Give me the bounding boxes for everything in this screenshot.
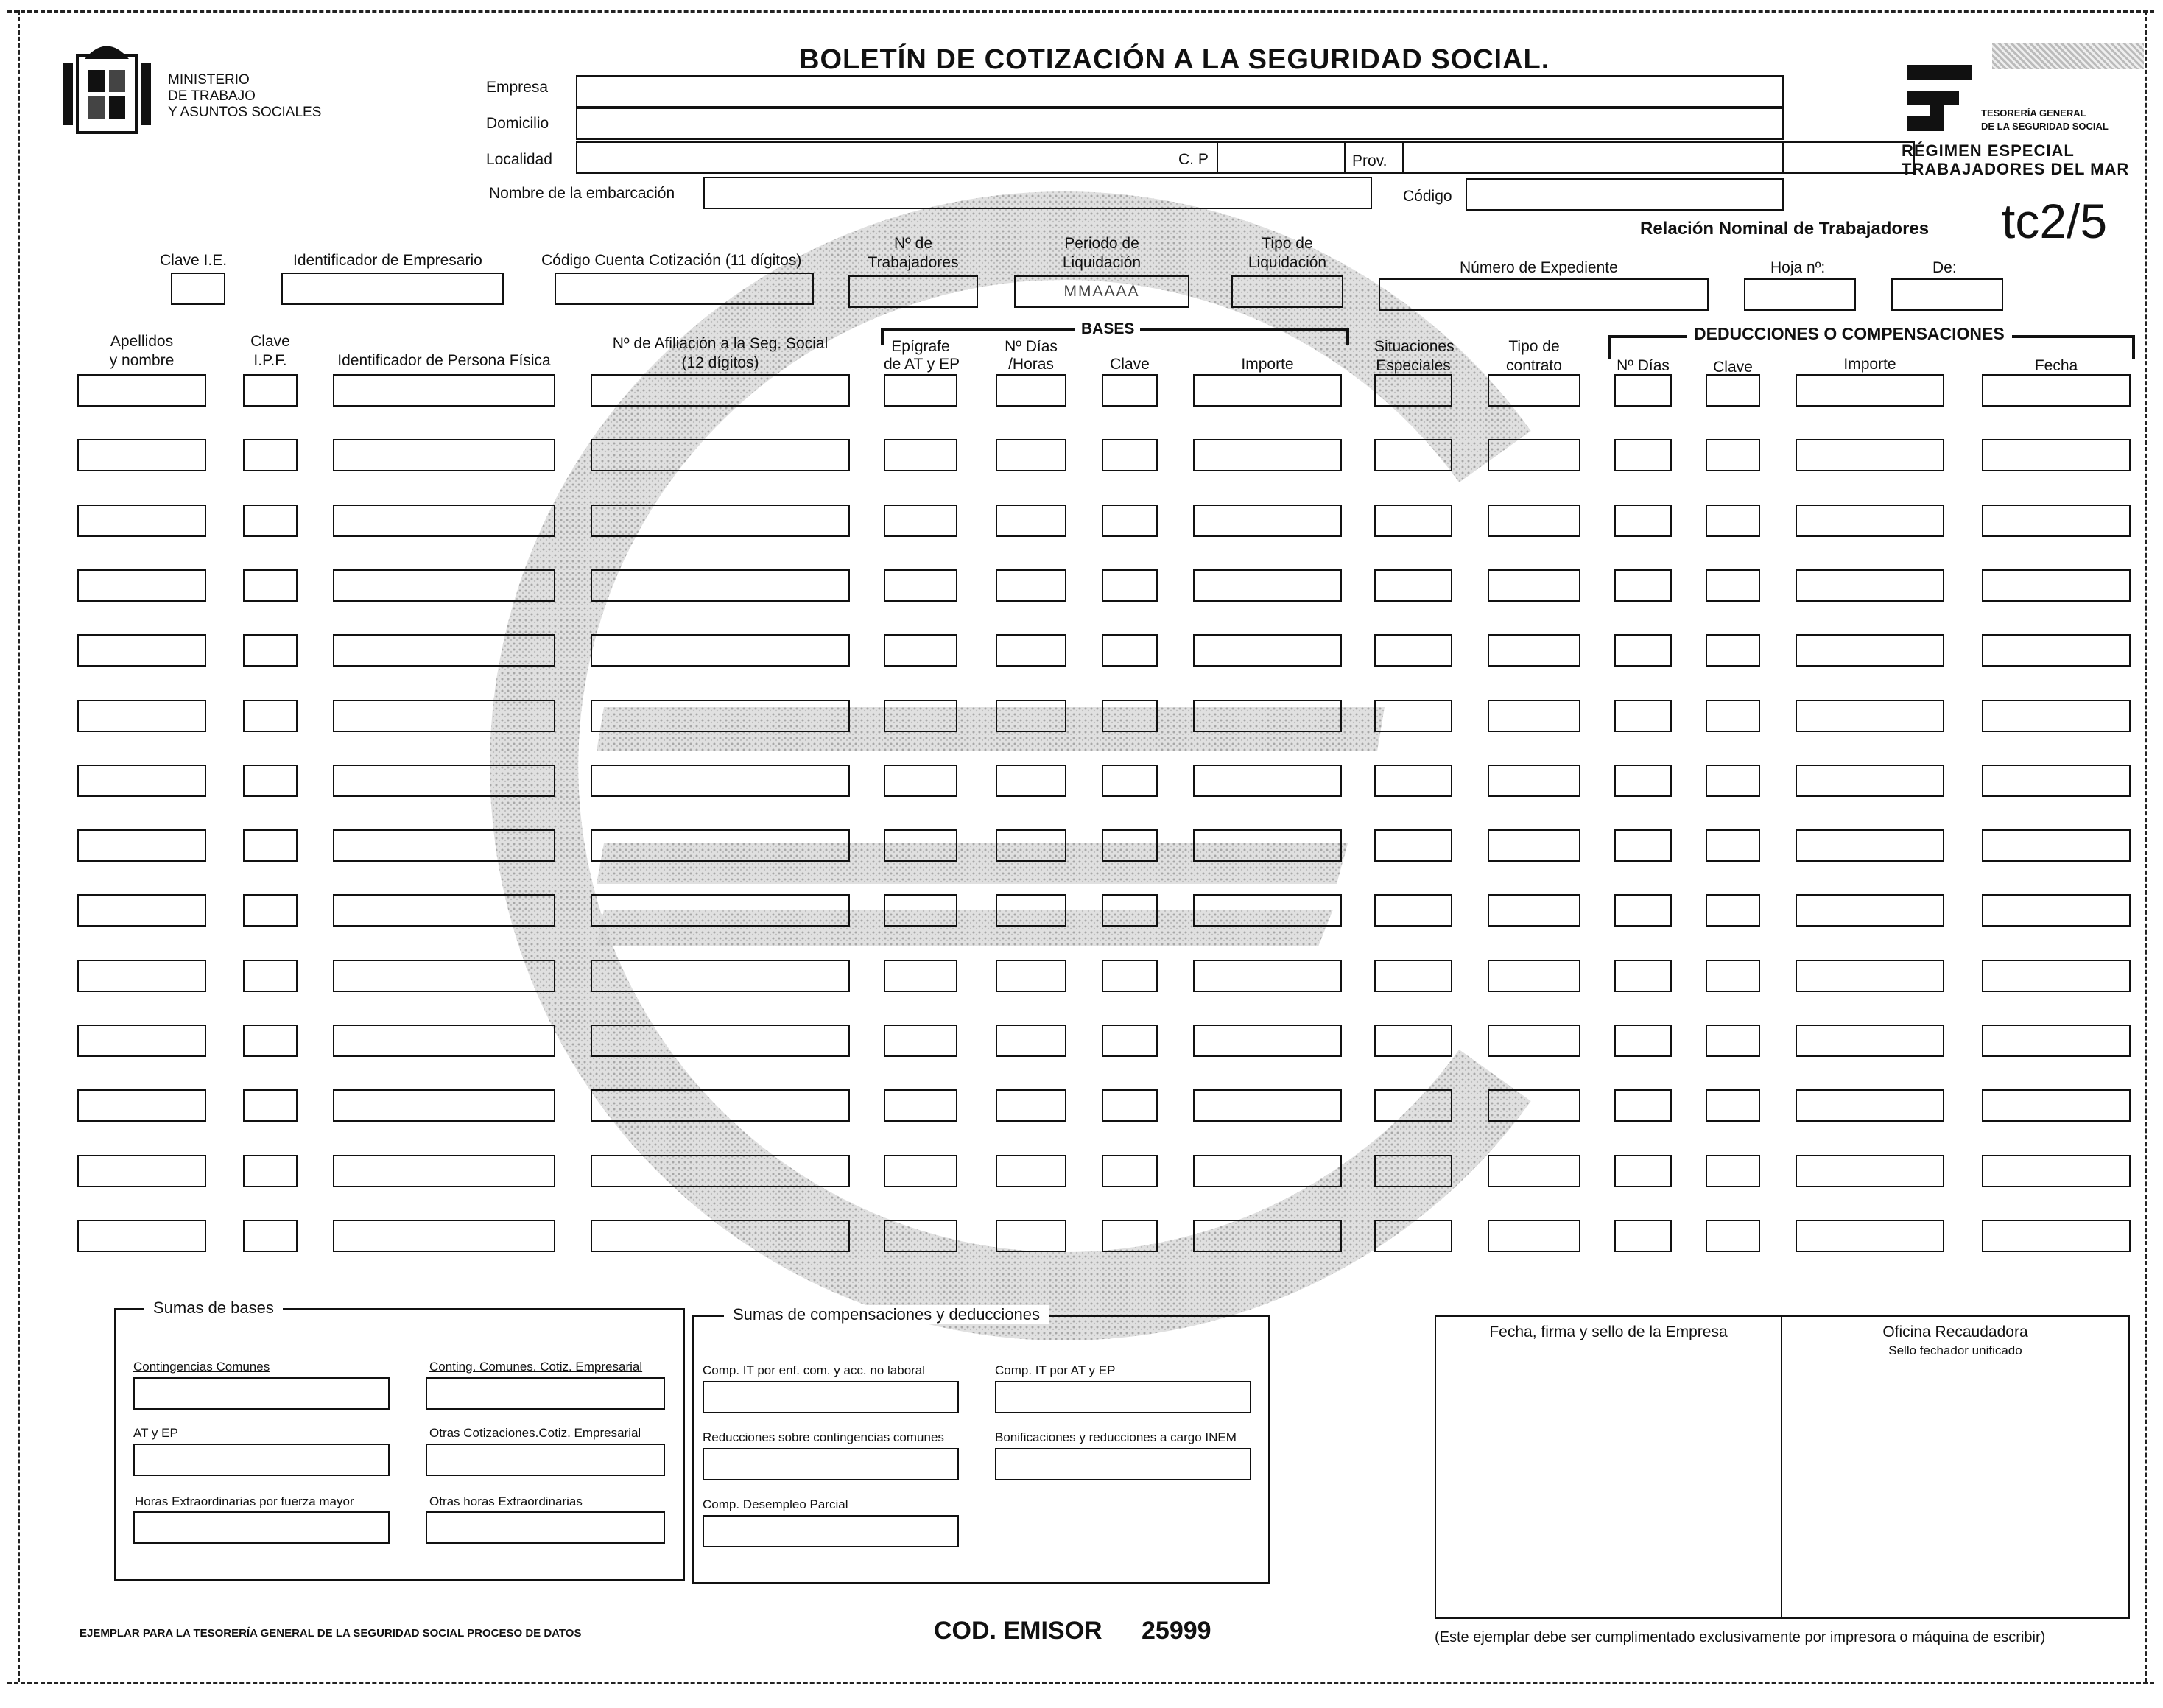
row-situaciones-field[interactable] <box>1374 1220 1452 1252</box>
ejemplar-text: EJEMPLAR PARA LA TESORERÍA GENERAL DE LA SEGURIDAD SOCIAL PROCESO DE DATOS <box>80 1627 582 1640</box>
row-ded-clave-field[interactable] <box>1706 374 1760 407</box>
row-clave-field[interactable] <box>1102 894 1158 927</box>
row-ndias-field[interactable] <box>996 1155 1066 1187</box>
row-importe-field[interactable] <box>1193 894 1342 927</box>
reducciones-label: Reducciones sobre contingencias comunes <box>703 1430 944 1444</box>
embarcacion-label: Nombre de la embarcación <box>489 185 675 202</box>
row-ndias-field[interactable] <box>996 1025 1066 1057</box>
row-importe-field[interactable] <box>1193 700 1342 732</box>
ministry-line2: DE TRABAJO <box>168 88 256 104</box>
row-ndias-field[interactable] <box>996 765 1066 797</box>
row-epigrafe-field[interactable] <box>884 634 957 667</box>
periodo-label2: Liquidación <box>1062 254 1142 271</box>
row-ded-ndias-field[interactable] <box>1614 765 1672 797</box>
row-importe-field[interactable] <box>1193 505 1342 537</box>
row-ded-clave-field[interactable] <box>1706 1220 1760 1252</box>
row-ndias-field[interactable] <box>996 960 1066 992</box>
row-clave-field[interactable] <box>1102 1089 1158 1122</box>
deducciones-header: DEDUCCIONES O COMPENSACIONES <box>1687 326 2012 342</box>
row-ded-importe-field[interactable] <box>1796 894 1944 927</box>
row-ded-clave-field[interactable] <box>1706 1155 1760 1187</box>
row-importe-field[interactable] <box>1193 765 1342 797</box>
col-epigrafe-2: de AT y EP <box>884 356 960 373</box>
row-ded-importe-field[interactable] <box>1796 1220 1944 1252</box>
embarcacion-field[interactable] <box>703 177 1372 209</box>
expediente-label: Número de Expediente <box>1460 259 1618 276</box>
comp-it-enf-label: Comp. IT por enf. com. y acc. no laboral <box>703 1363 926 1377</box>
row-afiliacion-field[interactable] <box>591 374 850 407</box>
row-tipo-contrato-field[interactable] <box>1488 569 1580 602</box>
codigo-label: Código <box>1403 188 1452 205</box>
row-ded-fecha-field[interactable] <box>1982 765 2131 797</box>
row-epigrafe-field[interactable] <box>884 505 957 537</box>
row-situaciones-field[interactable] <box>1374 1089 1452 1122</box>
clave-ie-label: Clave I.E. <box>160 252 228 269</box>
col-ndias-1: Nº Días <box>1005 338 1058 355</box>
row-epigrafe-field[interactable] <box>884 374 957 407</box>
row-clave-field[interactable] <box>1102 374 1158 407</box>
row-afiliacion-field[interactable] <box>591 765 850 797</box>
at-ep-label: AT y EP <box>133 1426 178 1440</box>
row-identificador-pf-field[interactable] <box>333 569 555 602</box>
col-ded-importe: Importe <box>1843 356 1896 373</box>
row-afiliacion-field[interactable] <box>591 700 850 732</box>
row-ndias-field[interactable] <box>996 1220 1066 1252</box>
row-ded-clave-field[interactable] <box>1706 700 1760 732</box>
horas-fuerza-label: Horas Extraordinarias por fuerza mayor <box>135 1494 354 1508</box>
reducciones-field[interactable] <box>703 1448 959 1480</box>
row-epigrafe-field[interactable] <box>884 1220 957 1252</box>
row-ded-ndias-field[interactable] <box>1614 439 1672 471</box>
row-clave-field[interactable] <box>1102 829 1158 862</box>
col-clave: Clave <box>1110 356 1150 373</box>
row-apellidos-field[interactable] <box>77 374 206 407</box>
hoja-label: Hoja nº: <box>1770 259 1826 276</box>
col-importe: Importe <box>1241 356 1294 373</box>
col-ded-clave: Clave <box>1713 359 1753 376</box>
row-importe-field[interactable] <box>1193 1025 1342 1057</box>
comp-it-at-label: Comp. IT por AT y EP <box>995 1363 1116 1377</box>
row-identificador-pf-field[interactable] <box>333 1089 555 1122</box>
row-tipo-contrato-field[interactable] <box>1488 505 1580 537</box>
de-field[interactable] <box>1891 278 2003 311</box>
row-ded-importe-field[interactable] <box>1796 1025 1944 1057</box>
row-apellidos-field[interactable] <box>77 960 206 992</box>
row-ded-importe-field[interactable] <box>1796 1089 1944 1122</box>
otras-horas-field[interactable] <box>426 1511 665 1544</box>
row-ded-clave-field[interactable] <box>1706 765 1760 797</box>
conting-empresarial-field[interactable] <box>426 1377 665 1410</box>
row-tipo-contrato-field[interactable] <box>1488 1220 1580 1252</box>
row-tipo-contrato-field[interactable] <box>1488 1089 1580 1122</box>
row-ded-clave-field[interactable] <box>1706 1025 1760 1057</box>
row-identificador-pf-field[interactable] <box>333 505 555 537</box>
at-ep-field[interactable] <box>133 1444 390 1476</box>
row-ded-importe-field[interactable] <box>1796 960 1944 992</box>
row-afiliacion-field[interactable] <box>591 960 850 992</box>
row-tipo-contrato-field[interactable] <box>1488 829 1580 862</box>
row-ded-ndias-field[interactable] <box>1614 960 1672 992</box>
row-ded-clave-field[interactable] <box>1706 960 1760 992</box>
n-trabajadores-field[interactable] <box>848 275 978 308</box>
contingencias-field[interactable] <box>133 1377 390 1410</box>
nota-text: (Este ejemplar debe ser cumplimentado exclusivamente por impresora o máquina de escribir) <box>1435 1629 2046 1645</box>
row-situaciones-field[interactable] <box>1374 374 1452 407</box>
domicilio-field[interactable] <box>576 108 1784 140</box>
col-ded-ndias: Nº Días <box>1617 357 1670 374</box>
row-ded-ndias-field[interactable] <box>1614 829 1672 862</box>
empresa-field[interactable] <box>576 75 1784 108</box>
row-ded-ndias-field[interactable] <box>1614 700 1672 732</box>
row-importe-field[interactable] <box>1193 569 1342 602</box>
row-ded-importe-field[interactable] <box>1796 1155 1944 1187</box>
row-clave-ipf-field[interactable] <box>243 634 298 667</box>
row-ded-fecha-field[interactable] <box>1982 1155 2131 1187</box>
row-clave-ipf-field[interactable] <box>243 505 298 537</box>
identificador-empresario-field[interactable] <box>281 273 504 305</box>
row-ded-clave-field[interactable] <box>1706 505 1760 537</box>
row-afiliacion-field[interactable] <box>591 634 850 667</box>
row-ded-ndias-field[interactable] <box>1614 1089 1672 1122</box>
row-ded-fecha-field[interactable] <box>1982 1089 2131 1122</box>
tipo-liquidacion-label2: Liquidación <box>1248 254 1327 271</box>
row-clave-field[interactable] <box>1102 505 1158 537</box>
row-tipo-contrato-field[interactable] <box>1488 765 1580 797</box>
row-importe-field[interactable] <box>1193 1220 1342 1252</box>
col-afiliacion-2: (12 dígitos) <box>681 354 759 371</box>
row-ndias-field[interactable] <box>996 894 1066 927</box>
row-afiliacion-field[interactable] <box>591 505 850 537</box>
row-identificador-pf-field[interactable] <box>333 634 555 667</box>
row-ded-fecha-field[interactable] <box>1982 700 2131 732</box>
row-tipo-contrato-field[interactable] <box>1488 374 1580 407</box>
row-afiliacion-field[interactable] <box>591 1220 850 1252</box>
row-situaciones-field[interactable] <box>1374 439 1452 471</box>
row-ded-ndias-field[interactable] <box>1614 569 1672 602</box>
hoja-field[interactable] <box>1744 278 1856 311</box>
row-ndias-field[interactable] <box>996 505 1066 537</box>
row-importe-field[interactable] <box>1193 374 1342 407</box>
row-identificador-pf-field[interactable] <box>333 1025 555 1057</box>
row-epigrafe-field[interactable] <box>884 1089 957 1122</box>
row-apellidos-field[interactable] <box>77 634 206 667</box>
row-identificador-pf-field[interactable] <box>333 374 555 407</box>
row-importe-field[interactable] <box>1193 1089 1342 1122</box>
row-ded-fecha-field[interactable] <box>1982 569 2131 602</box>
row-identificador-pf-field[interactable] <box>333 829 555 862</box>
row-apellidos-field[interactable] <box>77 569 206 602</box>
row-clave-ipf-field[interactable] <box>243 700 298 732</box>
periodo-label1: Periodo de <box>1064 235 1139 252</box>
row-ded-clave-field[interactable] <box>1706 894 1760 927</box>
regime-line1: RÉGIMEN ESPECIAL <box>1902 141 2075 160</box>
row-situaciones-field[interactable] <box>1374 569 1452 602</box>
row-identificador-pf-field[interactable] <box>333 894 555 927</box>
row-tipo-contrato-field[interactable] <box>1488 439 1580 471</box>
row-clave-ipf-field[interactable] <box>243 1220 298 1252</box>
oficina-label1: Oficina Recaudadora <box>1882 1324 2028 1340</box>
conting-empresarial-label: Conting. Comunes. Cotiz. Empresarial <box>429 1360 643 1374</box>
row-situaciones-field[interactable] <box>1374 1025 1452 1057</box>
col-ded-fecha: Fecha <box>2034 357 2078 374</box>
bonificaciones-field[interactable] <box>995 1448 1251 1480</box>
row-epigrafe-field[interactable] <box>884 1155 957 1187</box>
tgss-line1: TESORERÍA GENERAL <box>1981 108 2086 119</box>
row-apellidos-field[interactable] <box>77 439 206 471</box>
row-clave-field[interactable] <box>1102 439 1158 471</box>
row-ndias-field[interactable] <box>996 569 1066 602</box>
row-situaciones-field[interactable] <box>1374 700 1452 732</box>
row-ded-fecha-field[interactable] <box>1982 894 2131 927</box>
col-epigrafe-1: Epígrafe <box>891 338 950 355</box>
ministry-line3: Y ASUNTOS SOCIALES <box>168 105 322 120</box>
row-ded-ndias-field[interactable] <box>1614 505 1672 537</box>
oficina-label2: Sello fechador unificado <box>1888 1343 2022 1357</box>
row-identificador-pf-field[interactable] <box>333 439 555 471</box>
sumas-comp-title: Sumas de compensaciones y deducciones <box>724 1305 1049 1324</box>
comp-it-enf-field[interactable] <box>703 1381 959 1413</box>
row-situaciones-field[interactable] <box>1374 765 1452 797</box>
row-tipo-contrato-field[interactable] <box>1488 1155 1580 1187</box>
clave-ie-field[interactable] <box>171 273 225 305</box>
row-ded-importe-field[interactable] <box>1796 765 1944 797</box>
col-clave-ipf-2: I.P.F. <box>253 352 287 369</box>
row-ded-ndias-field[interactable] <box>1614 634 1672 667</box>
row-situaciones-field[interactable] <box>1374 1155 1452 1187</box>
row-epigrafe-field[interactable] <box>884 960 957 992</box>
row-ded-fecha-field[interactable] <box>1982 439 2131 471</box>
col-ndias-2: /Horas <box>1008 356 1054 373</box>
row-importe-field[interactable] <box>1193 634 1342 667</box>
col-identificador-pf: Identificador de Persona Física <box>337 352 551 369</box>
row-ded-clave-field[interactable] <box>1706 569 1760 602</box>
row-identificador-pf-field[interactable] <box>333 960 555 992</box>
periodo-field[interactable]: MMAAAA <box>1014 275 1189 308</box>
row-apellidos-field[interactable] <box>77 700 206 732</box>
row-ndias-field[interactable] <box>996 374 1066 407</box>
row-situaciones-field[interactable] <box>1374 960 1452 992</box>
row-clave-field[interactable] <box>1102 960 1158 992</box>
row-ded-importe-field[interactable] <box>1796 829 1944 862</box>
col-apellidos-1: Apellidos <box>110 333 174 350</box>
firma-label: Fecha, firma y sello de la Empresa <box>1489 1324 1728 1340</box>
tipo-liquidacion-field[interactable] <box>1231 275 1343 308</box>
row-clave-field[interactable] <box>1102 634 1158 667</box>
row-importe-field[interactable] <box>1193 1155 1342 1187</box>
row-tipo-contrato-field[interactable] <box>1488 894 1580 927</box>
row-ded-importe-field[interactable] <box>1796 700 1944 732</box>
row-ded-clave-field[interactable] <box>1706 634 1760 667</box>
row-identificador-pf-field[interactable] <box>333 765 555 797</box>
row-ded-importe-field[interactable] <box>1796 505 1944 537</box>
page-title: BOLETÍN DE COTIZACIÓN A LA SEGURIDAD SOCIAL. <box>799 44 1550 75</box>
row-ded-importe-field[interactable] <box>1796 374 1944 407</box>
row-situaciones-field[interactable] <box>1374 829 1452 862</box>
row-clave-field[interactable] <box>1102 1025 1158 1057</box>
row-identificador-pf-field[interactable] <box>333 1155 555 1187</box>
row-ded-clave-field[interactable] <box>1706 439 1760 471</box>
row-afiliacion-field[interactable] <box>591 829 850 862</box>
desempleo-field[interactable] <box>703 1515 959 1547</box>
empresa-label: Empresa <box>486 79 549 96</box>
row-clave-ipf-field[interactable] <box>243 374 298 407</box>
bases-header: BASES <box>1075 321 1140 337</box>
row-afiliacion-field[interactable] <box>591 569 850 602</box>
row-ded-ndias-field[interactable] <box>1614 374 1672 407</box>
tgss-logo-icon <box>1907 65 1974 135</box>
cp-field[interactable] <box>1217 141 1346 174</box>
row-afiliacion-field[interactable] <box>591 439 850 471</box>
firma-box[interactable] <box>1435 1315 1782 1619</box>
row-apellidos-field[interactable] <box>77 1155 206 1187</box>
horas-fuerza-field[interactable] <box>133 1511 390 1544</box>
row-clave-ipf-field[interactable] <box>243 1025 298 1057</box>
row-epigrafe-field[interactable] <box>884 700 957 732</box>
cod-emisor-label: COD. EMISOR <box>934 1617 1102 1645</box>
row-clave-ipf-field[interactable] <box>243 960 298 992</box>
row-clave-ipf-field[interactable] <box>243 1089 298 1122</box>
codigo-cuenta-label: Código Cuenta Cotización (11 dígitos) <box>541 252 802 269</box>
n-trabajadores-label2: Trabajadores <box>868 254 959 271</box>
prov-label: Prov. <box>1352 152 1388 169</box>
col-tipo-contrato-2: contrato <box>1506 357 1562 374</box>
ministry-line1: MINISTERIO <box>168 72 250 88</box>
row-apellidos-field[interactable] <box>77 1025 206 1057</box>
cod-emisor-value: 25999 <box>1142 1617 1211 1645</box>
row-ndias-field[interactable] <box>996 439 1066 471</box>
row-epigrafe-field[interactable] <box>884 829 957 862</box>
row-ded-fecha-field[interactable] <box>1982 1025 2131 1057</box>
col-afiliacion-1: Nº de Afiliación a la Seg. Social <box>612 335 829 352</box>
form-code: tc2/5 <box>2002 194 2108 248</box>
row-clave-ipf-field[interactable] <box>243 1155 298 1187</box>
row-apellidos-field[interactable] <box>77 505 206 537</box>
row-importe-field[interactable] <box>1193 960 1342 992</box>
col-clave-ipf-1: Clave <box>250 333 290 350</box>
row-ndias-field[interactable] <box>996 634 1066 667</box>
row-importe-field[interactable] <box>1193 829 1342 862</box>
row-ded-clave-field[interactable] <box>1706 829 1760 862</box>
prov-field[interactable] <box>1402 141 1784 174</box>
row-ndias-field[interactable] <box>996 1089 1066 1122</box>
row-clave-ipf-field[interactable] <box>243 765 298 797</box>
row-situaciones-field[interactable] <box>1374 634 1452 667</box>
row-clave-field[interactable] <box>1102 700 1158 732</box>
row-apellidos-field[interactable] <box>77 829 206 862</box>
contingencias-label: Contingencias Comunes <box>133 1360 270 1374</box>
row-situaciones-field[interactable] <box>1374 894 1452 927</box>
col-situaciones-1: Situaciones <box>1374 338 1455 355</box>
row-ndias-field[interactable] <box>996 829 1066 862</box>
row-afiliacion-field[interactable] <box>591 894 850 927</box>
row-clave-ipf-field[interactable] <box>243 439 298 471</box>
row-ded-ndias-field[interactable] <box>1614 1220 1672 1252</box>
row-clave-ipf-field[interactable] <box>243 569 298 602</box>
n-trabajadores-label1: Nº de <box>893 235 933 252</box>
row-ded-clave-field[interactable] <box>1706 1089 1760 1122</box>
row-situaciones-field[interactable] <box>1374 505 1452 537</box>
regime-line2: TRABAJADORES DEL MAR <box>1902 160 2130 178</box>
row-importe-field[interactable] <box>1193 439 1342 471</box>
row-tipo-contrato-field[interactable] <box>1488 960 1580 992</box>
row-ded-ndias-field[interactable] <box>1614 1155 1672 1187</box>
expediente-field[interactable] <box>1379 278 1709 311</box>
row-ded-fecha-field[interactable] <box>1982 960 2131 992</box>
row-ded-importe-field[interactable] <box>1796 634 1944 667</box>
codigo-cuenta-field[interactable] <box>555 273 814 305</box>
row-clave-ipf-field[interactable] <box>243 829 298 862</box>
row-ded-ndias-field[interactable] <box>1614 894 1672 927</box>
row-epigrafe-field[interactable] <box>884 439 957 471</box>
row-ded-ndias-field[interactable] <box>1614 1025 1672 1057</box>
row-epigrafe-field[interactable] <box>884 894 957 927</box>
row-clave-ipf-field[interactable] <box>243 894 298 927</box>
row-afiliacion-field[interactable] <box>591 1025 850 1057</box>
row-epigrafe-field[interactable] <box>884 569 957 602</box>
cp-label: C. P <box>1178 151 1209 168</box>
codigo-field[interactable] <box>1466 178 1784 211</box>
col-apellidos-2: y nombre <box>109 352 175 369</box>
oficina-box[interactable] <box>1781 1315 2130 1619</box>
relacion-label: Relación Nominal de Trabajadores <box>1640 219 1930 239</box>
row-ded-fecha-field[interactable] <box>1982 829 2131 862</box>
row-tipo-contrato-field[interactable] <box>1488 634 1580 667</box>
identificador-empresario-label: Identificador de Empresario <box>293 252 482 269</box>
row-clave-field[interactable] <box>1102 569 1158 602</box>
row-afiliacion-field[interactable] <box>591 1089 850 1122</box>
domicilio-label: Domicilio <box>486 115 549 132</box>
row-identificador-pf-field[interactable] <box>333 700 555 732</box>
row-ded-fecha-field[interactable] <box>1982 505 2131 537</box>
row-ded-fecha-field[interactable] <box>1982 634 2131 667</box>
row-epigrafe-field[interactable] <box>884 765 957 797</box>
row-clave-field[interactable] <box>1102 1155 1158 1187</box>
row-ded-importe-field[interactable] <box>1796 569 1944 602</box>
bonificaciones-label: Bonificaciones y reducciones a cargo INEM <box>995 1430 1237 1444</box>
otras-cotizaciones-field[interactable] <box>426 1444 665 1476</box>
comp-it-at-field[interactable] <box>995 1381 1251 1413</box>
col-tipo-contrato-1: Tipo de <box>1508 338 1560 355</box>
print-mark <box>1992 43 2144 69</box>
localidad-label: Localidad <box>486 151 552 168</box>
row-afiliacion-field[interactable] <box>591 1155 850 1187</box>
row-apellidos-field[interactable] <box>77 1220 206 1252</box>
otras-horas-label: Otras horas Extraordinarias <box>429 1494 583 1508</box>
tipo-liquidacion-label1: Tipo de <box>1262 235 1313 252</box>
desempleo-label: Comp. Desempleo Parcial <box>703 1497 848 1511</box>
coat-of-arms-icon <box>63 33 151 140</box>
otras-cotizaciones-label: Otras Cotizaciones.Cotiz. Empresarial <box>429 1426 641 1440</box>
tgss-line2: DE LA SEGURIDAD SOCIAL <box>1981 121 2109 132</box>
row-ded-fecha-field[interactable] <box>1982 1220 2131 1252</box>
row-tipo-contrato-field[interactable] <box>1488 1025 1580 1057</box>
row-apellidos-field[interactable] <box>77 765 206 797</box>
row-ded-fecha-field[interactable] <box>1982 374 2131 407</box>
de-label: De: <box>1932 259 1957 276</box>
row-epigrafe-field[interactable] <box>884 1025 957 1057</box>
row-clave-field[interactable] <box>1102 1220 1158 1252</box>
col-situaciones-2: Especiales <box>1376 357 1451 374</box>
row-tipo-contrato-field[interactable] <box>1488 700 1580 732</box>
row-apellidos-field[interactable] <box>77 894 206 927</box>
row-ndias-field[interactable] <box>996 700 1066 732</box>
row-clave-field[interactable] <box>1102 765 1158 797</box>
row-identificador-pf-field[interactable] <box>333 1220 555 1252</box>
row-apellidos-field[interactable] <box>77 1089 206 1122</box>
row-ded-importe-field[interactable] <box>1796 439 1944 471</box>
sumas-bases-title: Sumas de bases <box>144 1298 283 1318</box>
